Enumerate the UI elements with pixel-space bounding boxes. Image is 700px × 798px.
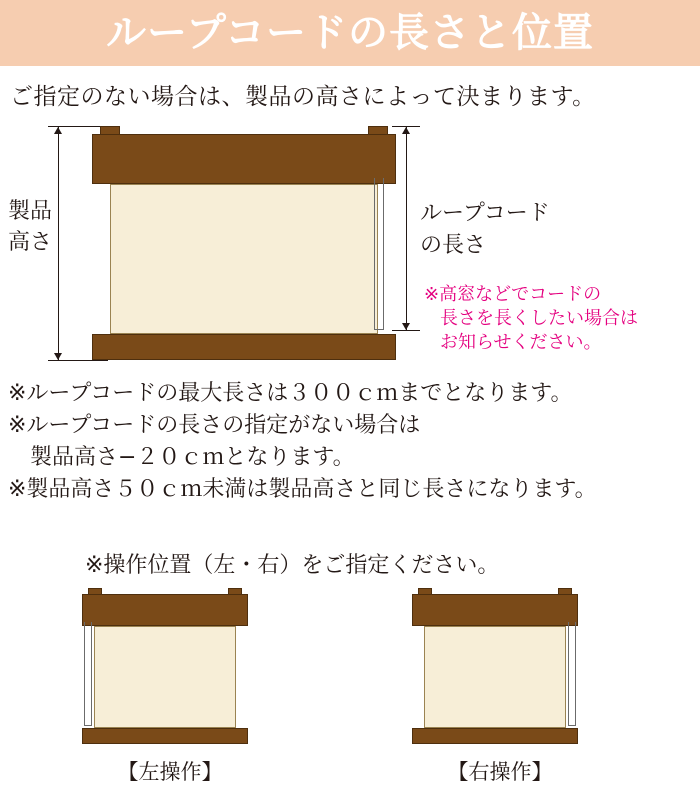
note-line-3: 製品高さ−２０ｃｍとなります。 — [30, 445, 355, 470]
product-height-label-line2: 高さ — [8, 230, 53, 255]
height-measure-line — [58, 126, 59, 360]
notes-block — [8, 378, 597, 506]
operation-position-title: ※操作位置（左・右）をご指定ください。 — [85, 553, 500, 578]
loop-cord — [374, 178, 384, 330]
left-loop-cord-bottom — [84, 720, 92, 726]
blind-headbox — [92, 134, 396, 184]
right-blind-fabric — [424, 626, 566, 728]
left-loop-cord — [84, 622, 92, 726]
intro-text: ご指定のない場合は、製品の高さによって決まります。 — [10, 84, 596, 110]
left-operation-caption: 【左操作】 — [117, 760, 223, 784]
product-height-label — [8, 196, 52, 258]
product-height-label-line1: 製品 — [8, 199, 53, 224]
right-blind-headbox — [412, 594, 578, 626]
cord-tick-bottom — [392, 330, 420, 331]
header-banner — [0, 0, 700, 66]
note-line-2: ※ループコードの長さの指定がない場合は — [8, 413, 421, 438]
red-note-line1: ※高窓などでコードの — [424, 284, 602, 305]
cord-length-red-note — [424, 283, 638, 355]
loop-cord-bottom — [374, 324, 384, 330]
cord-length-label — [420, 198, 550, 262]
height-arrow-bottom-icon — [54, 353, 62, 360]
cord-measure-line — [406, 126, 407, 330]
blind-bottom-rail — [92, 334, 396, 360]
cord-length-label-line1: ループコード — [420, 201, 550, 226]
right-operation-caption: 【右操作】 — [447, 760, 553, 784]
left-blind-fabric — [94, 626, 236, 728]
right-operation-diagram — [400, 588, 600, 760]
main-diagram — [0, 118, 700, 368]
left-operation-diagram — [70, 588, 270, 760]
page-title: ループコードの長さと位置 — [106, 10, 594, 56]
note-line-1: ※ループコードの最大長さは３００ｃｍまでとなります。 — [8, 381, 573, 406]
right-blind-bottom-rail — [412, 728, 578, 744]
height-tick-bottom — [48, 360, 108, 361]
cord-arrow-top-icon — [402, 127, 410, 134]
left-blind-bottom-rail — [82, 728, 248, 744]
right-loop-cord — [568, 622, 576, 726]
note-line-4: ※製品高さ５０ｃｍ未満は製品高さと同じ長さになります。 — [8, 477, 597, 502]
blind-fabric — [110, 184, 378, 334]
red-note-line2: 長さを長くしたい場合は — [440, 308, 638, 329]
height-arrow-top-icon — [54, 127, 62, 134]
cord-length-label-line2: の長さ — [420, 233, 487, 258]
cord-arrow-bottom-icon — [402, 323, 410, 330]
right-loop-cord-bottom — [568, 720, 576, 726]
red-note-line3: お知らせください。 — [440, 332, 602, 353]
left-blind-headbox — [82, 594, 248, 626]
